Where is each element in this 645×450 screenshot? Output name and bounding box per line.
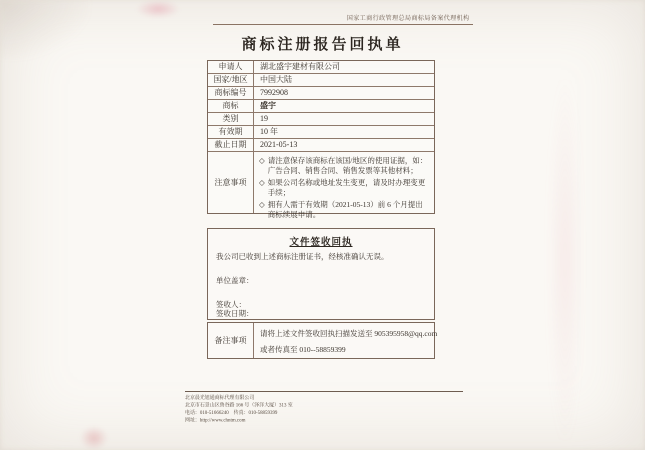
row-label: 截止日期: [208, 139, 254, 151]
note-text: 如果公司名称或地址发生变更，请及时办理变更手续；: [267, 178, 426, 197]
table-row-trademark-number: [208, 87, 434, 100]
note-text: 请注意保存该商标在该国/地区的使用证据，如：广告合同、销售合同、销售发票等其他材料；: [267, 156, 428, 175]
scan-smudge-bottom: [80, 426, 108, 450]
diamond-bullet-icon: ◇: [259, 156, 265, 165]
note-item: [259, 156, 430, 176]
footer-phone-fax: 电话：010-51666240 传真：010-58859399: [185, 409, 278, 415]
notes-list: [254, 152, 434, 219]
receipt-statement: 我公司已收到上述商标注册证书，经核准确认无误。: [216, 252, 389, 261]
remark-table: [207, 322, 438, 359]
receipt-title: 文件签收回执: [289, 238, 353, 248]
row-label: 申请人: [208, 61, 254, 73]
footer-address: 北京市石景山区鲁谷路 166 号（泽洋大厦）313 室: [185, 401, 293, 408]
row-label: 商标编号: [208, 87, 254, 99]
row-value: 10 年: [260, 127, 278, 136]
remark-line-email: 请将上述文件签收回执扫描发送至 905395958@qq.com: [260, 329, 438, 338]
receipt-acknowledgement-box: [207, 228, 435, 320]
table-row-applicant: [208, 61, 434, 74]
row-label: 注意事项: [208, 152, 254, 213]
table-row-trademark-name: [208, 100, 434, 113]
scan-smudge-right: [548, 80, 582, 440]
company-seal-label: 单位盖章：: [216, 276, 254, 285]
diamond-bullet-icon: ◇: [259, 178, 265, 187]
row-value: 2021-05-13: [260, 140, 298, 149]
table-row-expiry-date: [208, 139, 434, 152]
row-label: 国家/地区: [208, 74, 254, 86]
page-title: 商标注册报告回执单: [241, 37, 404, 53]
remark-content: [254, 323, 439, 358]
row-value: 7992908: [260, 88, 288, 97]
row-value: 盛宇: [260, 101, 276, 110]
header-rule: [213, 24, 473, 25]
note-item: [259, 178, 430, 198]
row-value: 中国大陆: [260, 75, 292, 84]
footer-block: [185, 394, 293, 424]
note-item: [259, 200, 430, 220]
table-row-validity: [208, 126, 434, 139]
row-label: 商标: [208, 100, 254, 112]
row-label: 类别: [208, 113, 254, 125]
agency-registration-note: 国家工商行政管理总局商标局备案代理机构: [347, 14, 470, 22]
diamond-bullet-icon: ◇: [259, 200, 265, 209]
sign-date-label: 签收日期：: [216, 309, 254, 318]
remark-line-fax: 或者传真至 010--58859399: [260, 345, 346, 354]
table-row-notes: [208, 152, 434, 219]
note-text: 拥有人需于有效期（2021-05-13）前 6 个月提出商标续展申请。: [267, 200, 423, 219]
table-row-country: [208, 74, 434, 87]
signer-label: 签收人：: [216, 300, 246, 309]
table-row-class: [208, 113, 434, 126]
row-label: 有效期: [208, 126, 254, 138]
row-value: 19: [260, 114, 268, 123]
remark-label: 备注事项: [208, 323, 254, 358]
footer-rule: [185, 391, 463, 392]
footer-website: 网址：http://www.chntm.com: [185, 416, 246, 423]
trademark-info-table: [207, 60, 435, 219]
row-value: 湖北盛宇建材有限公司: [260, 62, 340, 71]
scan-smudge-top: [136, 0, 180, 18]
footer-company: 北京晨光旭通商标代理有限公司: [185, 394, 255, 401]
